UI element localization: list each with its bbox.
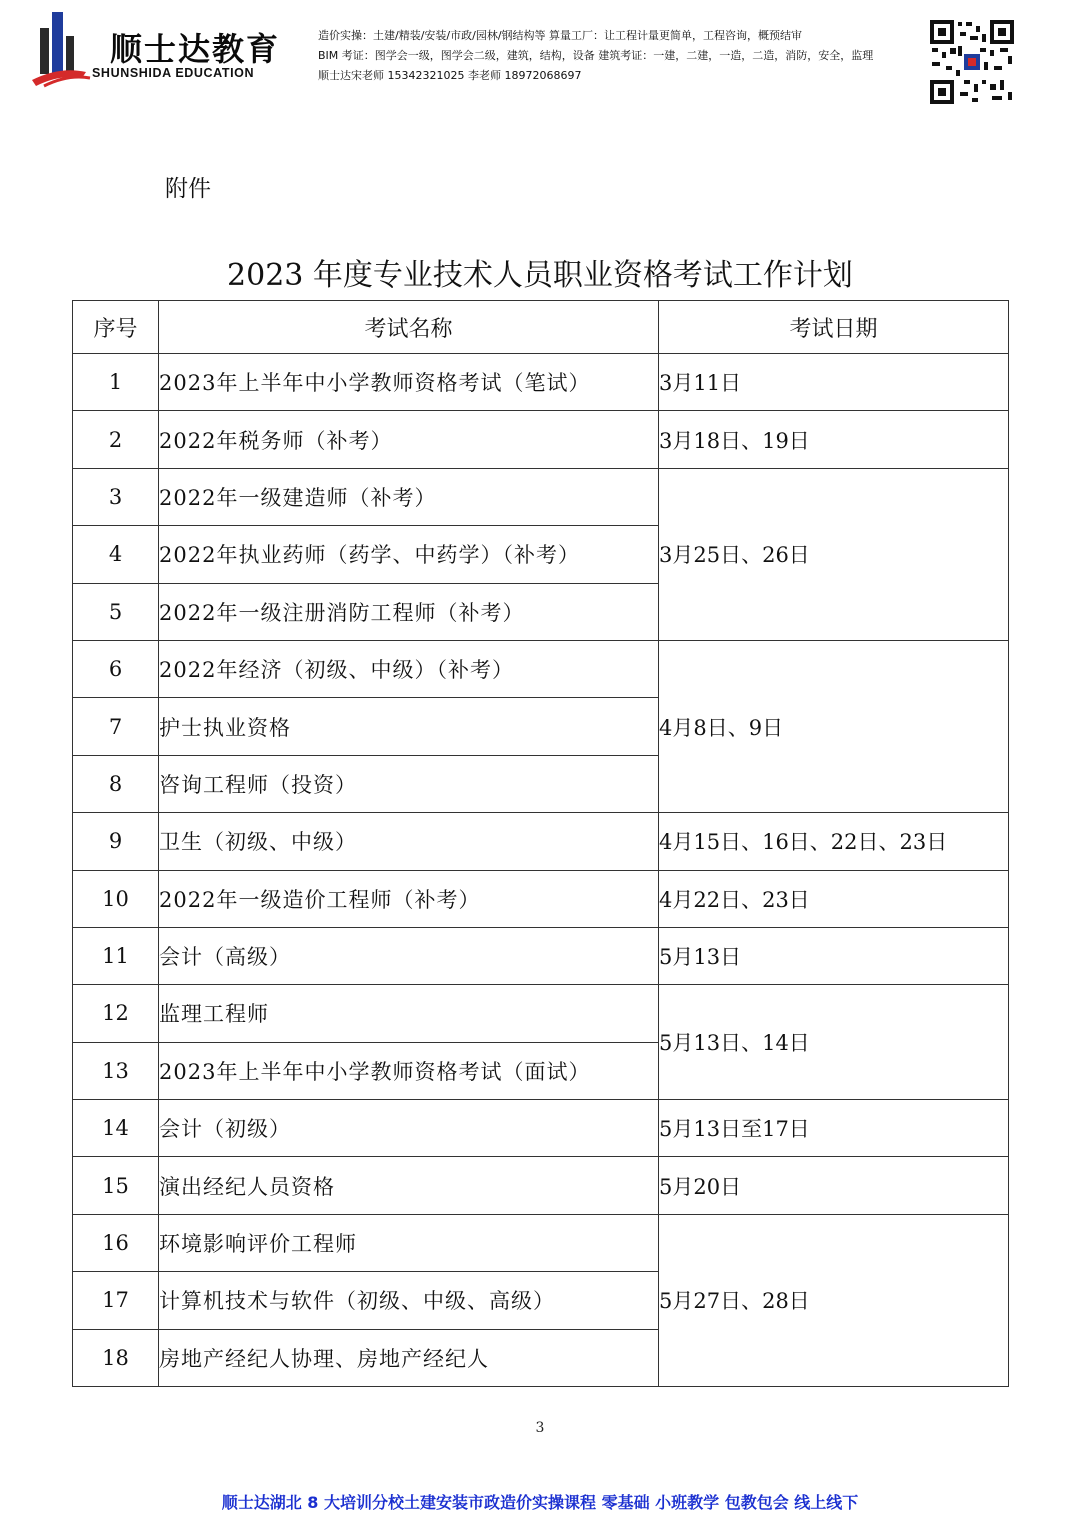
row-seq: 14 xyxy=(73,1100,159,1157)
table-row xyxy=(73,870,1009,927)
row-seq: 5 xyxy=(73,583,159,640)
row-seq: 8 xyxy=(73,755,159,812)
row-seq: 3 xyxy=(73,468,159,525)
row-seq: 17 xyxy=(73,1272,159,1329)
exam-date: 3月18日、19日 xyxy=(659,411,1009,468)
exam-date: 5月13日至17日 xyxy=(659,1100,1009,1157)
exam-name: 2022年一级建造师（补考） xyxy=(159,468,659,525)
exam-name: 演出经纪人员资格 xyxy=(159,1157,659,1214)
row-seq: 16 xyxy=(73,1214,159,1271)
exam-name: 环境影响评价工程师 xyxy=(159,1214,659,1271)
table-row xyxy=(73,1100,1009,1157)
exam-date: 4月15日、16日、22日、23日 xyxy=(659,813,1009,870)
exam-name: 监理工程师 xyxy=(159,985,659,1042)
attachment-label: 附件 xyxy=(165,176,211,202)
exam-name: 卫生（初级、中级） xyxy=(159,813,659,870)
exam-date: 4月8日、9日 xyxy=(659,640,1009,812)
exam-name: 2023年上半年中小学教师资格考试（面试） xyxy=(159,1042,659,1099)
row-seq: 18 xyxy=(73,1329,159,1386)
exam-name: 会计（初级） xyxy=(159,1100,659,1157)
row-seq: 9 xyxy=(73,813,159,870)
row-seq: 15 xyxy=(73,1157,159,1214)
exam-date: 4月22日、23日 xyxy=(659,870,1009,927)
header-info xyxy=(318,26,923,86)
exam-date: 5月13日 xyxy=(659,927,1009,984)
header-line-certificates: BIM 考证：图学会一级，图学会二级，建筑，结构，设备 建筑考证：一建，二建，一造，二造，消防，安全，监理 xyxy=(318,49,874,62)
table-row xyxy=(73,985,1009,1042)
row-seq: 1 xyxy=(73,354,159,411)
exam-name: 房地产经纪人协理、房地产经纪人 xyxy=(159,1329,659,1386)
qr-code-icon xyxy=(928,18,1016,106)
header-line-contacts: 顺士达宋老师 15342321025 李老师 18972068697 xyxy=(318,69,582,82)
row-seq: 11 xyxy=(73,927,159,984)
exam-schedule-table xyxy=(72,300,1009,1387)
table-header-row xyxy=(73,301,1009,354)
page-header xyxy=(0,0,1080,120)
building-logo-icon xyxy=(30,8,100,88)
brand-name-cn: 顺士达教育 xyxy=(110,30,281,68)
row-seq: 6 xyxy=(73,640,159,697)
table-row xyxy=(73,468,1009,525)
column-header-date: 考试日期 xyxy=(659,301,1009,354)
exam-date: 3月11日 xyxy=(659,354,1009,411)
exam-name: 2022年一级造价工程师（补考） xyxy=(159,870,659,927)
footer-promo: 顺士达湖北 8 大培训分校土建安装市政造价实操课程 零基础 小班教学 包教包会 线上线下 xyxy=(221,1493,859,1512)
exam-date: 3月25日、26日 xyxy=(659,468,1009,640)
row-seq: 10 xyxy=(73,870,159,927)
row-seq: 2 xyxy=(73,411,159,468)
exam-name: 2022年执业药师（药学、中药学）（补考） xyxy=(159,526,659,583)
table-row xyxy=(73,927,1009,984)
column-header-name: 考试名称 xyxy=(159,301,659,354)
brand-name-en: SHUNSHIDA EDUCATION xyxy=(92,66,255,80)
brand-logo xyxy=(30,8,280,88)
table-row xyxy=(73,411,1009,468)
exam-name: 2023年上半年中小学教师资格考试（笔试） xyxy=(159,354,659,411)
table-row xyxy=(73,640,1009,697)
table-row xyxy=(73,354,1009,411)
exam-name: 2022年经济（初级、中级）（补考） xyxy=(159,640,659,697)
exam-name: 咨询工程师（投资） xyxy=(159,755,659,812)
row-seq: 13 xyxy=(73,1042,159,1099)
exam-name: 会计（高级） xyxy=(159,927,659,984)
row-seq: 12 xyxy=(73,985,159,1042)
exam-name: 2022年一级注册消防工程师（补考） xyxy=(159,583,659,640)
page-number: 3 xyxy=(535,1420,545,1436)
row-seq: 7 xyxy=(73,698,159,755)
column-header-seq: 序号 xyxy=(73,301,159,354)
exam-name: 计算机技术与软件（初级、中级、高级） xyxy=(159,1272,659,1329)
table-row xyxy=(73,1214,1009,1271)
table-row xyxy=(73,1157,1009,1214)
exam-date: 5月13日、14日 xyxy=(659,985,1009,1100)
table-row xyxy=(73,813,1009,870)
exam-name: 护士执业资格 xyxy=(159,698,659,755)
exam-date: 5月27日、28日 xyxy=(659,1214,1009,1386)
header-line-services: 造价实操：土建/精装/安装/市政/园林/钢结构等 算量工厂：让工程计量更简单，工程咨询，概预结审 xyxy=(318,29,803,42)
row-seq: 4 xyxy=(73,526,159,583)
exam-date: 5月20日 xyxy=(659,1157,1009,1214)
exam-name: 2022年税务师（补考） xyxy=(159,411,659,468)
document-title: 2023 年度专业技术人员职业资格考试工作计划 xyxy=(227,258,853,293)
